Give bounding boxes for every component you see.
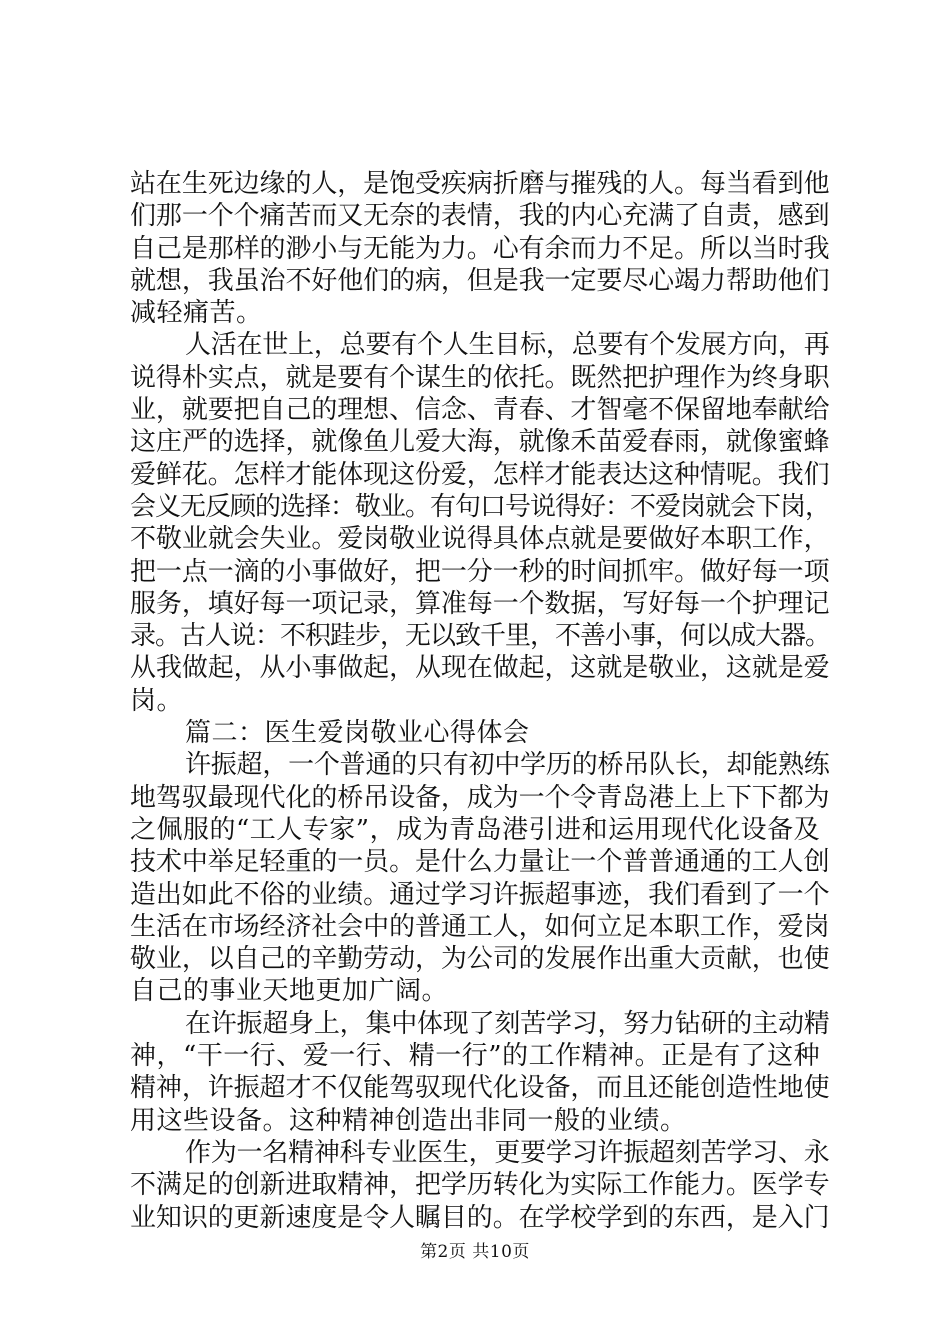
text-line: 造出如此不俗的业绩。通过学习许振超事迹，我们看到了一个 <box>130 879 830 910</box>
text-line: 在许振超身上，集中体现了刻苦学习，努力钻研的主动精 <box>185 1008 830 1039</box>
text-line: 站在生死边缘的人，是饱受疾病折磨与摧残的人。每当看到他 <box>130 169 830 199</box>
document-body <box>130 168 830 1234</box>
text-line: 就想，我虽治不好他们的病，但是我一定要尽心竭力帮助他们 <box>130 265 830 296</box>
text-line: 服务，填好每一项记录，算准每一个数据，写好每一个护理记 <box>130 588 830 619</box>
page-footer: 第2页 共10页 <box>420 1242 530 1262</box>
text-line: 用这些设备。这种精神创造出非同一般的业绩。 <box>130 1105 687 1136</box>
text-line: 神，“干一行、爱一行、精一行”的工作精神。正是有了这种 <box>130 1041 821 1072</box>
text-line: 业知识的更新速度是令人瞩目的。在学校学到的东西，是入门 <box>130 1202 830 1233</box>
text-line: 会义无反顾的选择：敬业。有句口号说得好：不爱岗就会下岗， <box>130 491 831 522</box>
text-line: 作为一名精神科专业医生，更要学习许振超刻苦学习、永 <box>185 1137 830 1168</box>
text-line: 生活在市场经济社会中的普通工人，如何立足本职工作，爱岗 <box>130 911 830 942</box>
text-line: 从我做起，从小事做起，从现在做起，这就是敬业，这就是爱 <box>130 653 830 684</box>
text-line: 把一点一滴的小事做好，把一分一秒的时间抓牢。做好每一项 <box>130 556 830 587</box>
text-line: 许振超，一个普通的只有初中学历的桥吊队长，却能熟练 <box>185 750 830 781</box>
text-line: 之佩服的“工人专家”，成为青岛港引进和运用现代化设备及 <box>130 814 821 845</box>
text-line: 这庄严的选择，就像鱼儿爱大海，就像禾苗爱春雨，就像蜜蜂 <box>130 427 830 458</box>
text-line: 自己的事业天地更加广阔。 <box>130 976 449 1007</box>
text-line: 不敬业就会失业。爱岗敬业说得具体点就是要做好本职工作， <box>130 524 830 555</box>
text-line: 人活在世上，总要有个人生目标，总要有个发展方向，再 <box>185 330 830 361</box>
text-line: 自己是那样的渺小与无能为力。心有余而力不足。所以当时我 <box>130 233 830 264</box>
text-line: 技术中举足轻重的一员。是什么力量让一个普普通通的工人创 <box>130 847 830 878</box>
text-line: 岗。 <box>130 685 184 716</box>
text-line: 敬业，以自己的辛勤劳动，为公司的发展作出重大贡献，也使 <box>130 944 830 975</box>
text-line: 爱鲜花。怎样才能体现这份爱，怎样才能表达这种情呢。我们 <box>130 459 830 490</box>
text-line: 们那一个个痛苦而又无奈的表情，我的内心充满了自责，感到 <box>130 201 830 232</box>
text-line: 减轻痛苦。 <box>130 298 263 329</box>
text-line: 说得朴实点，就是要有个谋生的依托。既然把护理作为终身职 <box>130 362 830 393</box>
text-line: 录。古人说：不积跬步，无以致千里，不善小事，何以成大器。 <box>130 621 831 652</box>
text-line: 不满足的创新进取精神，把学历转化为实际工作能力。医学专 <box>130 1170 830 1201</box>
text-line: 精神，许振超才不仅能驾驭现代化设备，而且还能创造性地使 <box>130 1073 830 1104</box>
text-line: 地驾驭最现代化的桥吊设备，成为一个令青岛港上上下下都为 <box>130 782 830 813</box>
text-line: 篇二：医生爱岗敬业心得体会 <box>185 718 530 749</box>
text-line: 业，就要把自己的理想、信念、青春、才智毫不保留地奉献给 <box>130 395 830 426</box>
